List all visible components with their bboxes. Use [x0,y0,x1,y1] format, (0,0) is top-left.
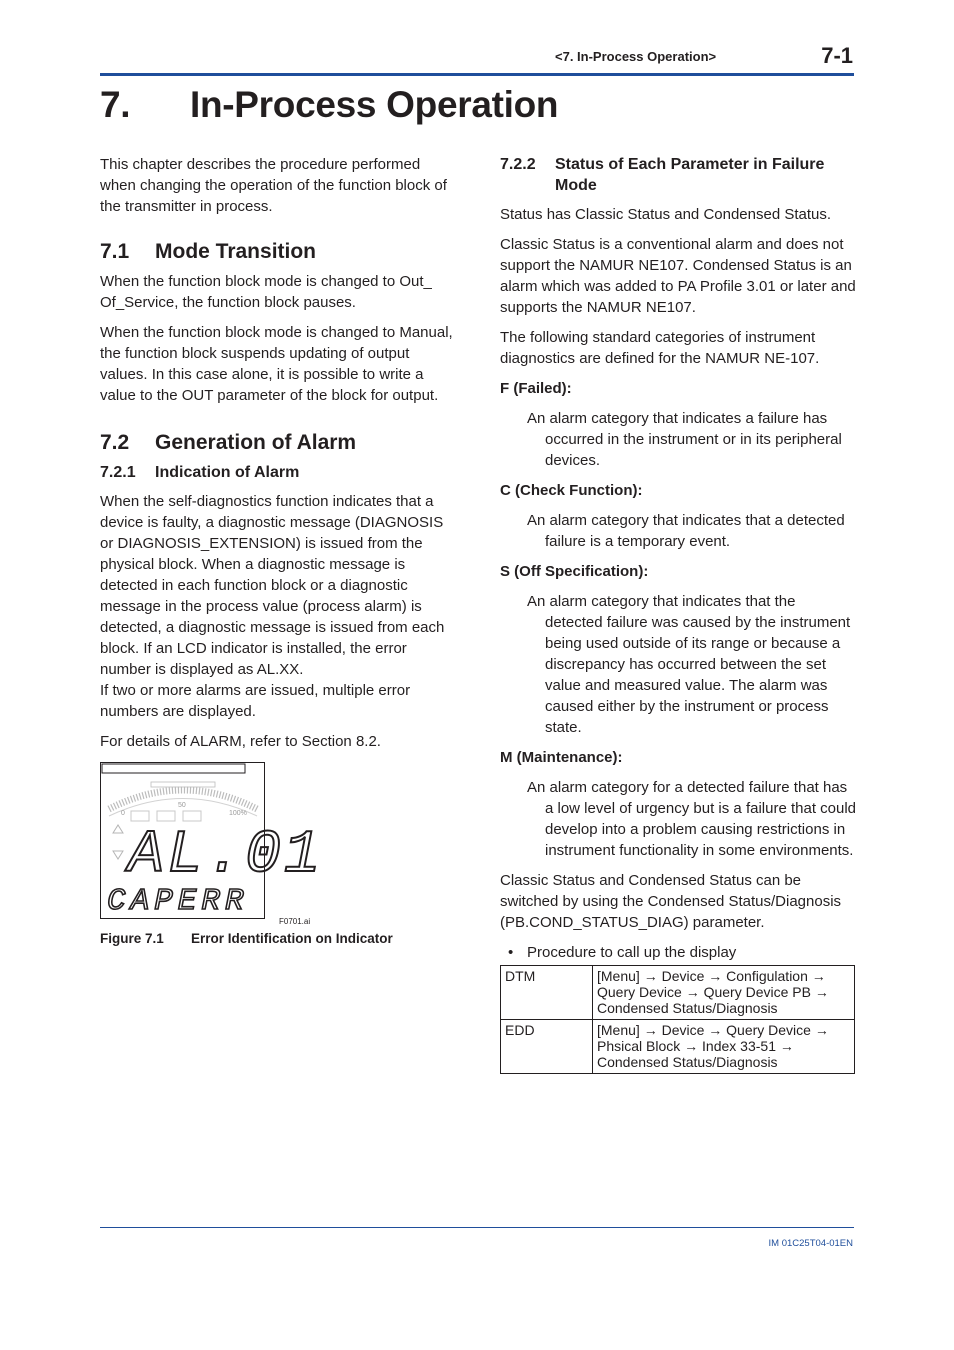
category-term-check-function: C (Check Function): [500,482,643,499]
category-definition-off-specification: An alarm category that indicates that the detected failure was caused by the instrument being used outside of its range or because a discrepancy has occurred between the set value and measured value. The alarm was caused either by the instrument or process state. [527,593,851,736]
category-definition-failed: An alarm category that indicates a failure has occurred in the instrument or in its peripheral devices. [527,410,842,469]
lcd-alarm-message: CAPERR [107,884,249,919]
table-cell-value: [Menu] → Device → Configulation → Query Device → Query Device PB → Condensed Status/Diagnosis [593,966,855,1020]
chapter-number: 7. [100,84,131,125]
category-definition-check-function: An alarm category that indicates that a detected failure is a temporary event. [527,512,845,550]
table-row [501,1020,855,1074]
status-paragraph-3: The following standard categories of instrument diagnostics are defined for the NAMUR NE-107. [500,329,820,367]
footer-rule [100,1227,854,1228]
figure-caption-text: Error Identification on Indicator [191,931,393,946]
subsection-title: Indication of Alarm [155,464,300,481]
procedure-table [500,965,855,1074]
section-number: 7.2 [100,431,130,454]
lcd-alarm-code: AL.01 [128,822,324,890]
figure-number: Figure 7.1 [100,931,164,946]
scale-label-100: 100% [229,810,247,817]
alarm-reference-paragraph: For details of ALARM, refer to Section 8.2. [100,733,381,750]
table-row [501,966,855,1020]
section-7-2-1-heading [100,462,456,483]
right-column [500,154,856,1074]
section-number: 7.1 [100,240,130,263]
figure-file-name: F0701.ai [279,917,311,926]
running-header: <7. In-Process Operation> [555,49,717,64]
header-rule [100,73,854,76]
status-paragraph-1: Status has Classic Status and Condensed Status. [500,206,832,223]
section-7-1-heading [100,239,456,265]
lcd-drawing [101,763,324,920]
left-column [100,154,456,949]
lcd-indicator-illustration [100,762,324,919]
category-term-maintenance: M (Maintenance): [500,749,623,766]
scale-label-50: 50 [178,802,186,809]
figure-caption [100,928,456,949]
table-cell-key: EDD [501,1020,593,1074]
table-cell-key: DTM [501,966,593,1020]
chapter-title [100,84,558,126]
alarm-indication-paragraph: When the self-diagnostics function indicates that a device is faulty, a diagnostic message (DIAGNOSIS or DIAGNOSIS_EXTENSION) is issued from the physical block. When a diagnostic message is detected in each function block or a diagnostic message in the process value (process alarm) is detected, a diagnostic message is issued from each block. If an LCD indicator is installed, the error number is displayed as AL.XX. [100,493,445,678]
subsection-title: Status of Each Parameter in Failure Mode [555,156,825,194]
subsection-number: 7.2.2 [500,156,536,173]
intro-paragraph: This chapter describes the procedure performed when changing the operation of the function block of the transmitter in process. [100,156,447,215]
status-paragraph-2: Classic Status is a conventional alarm and does not support the NAMUR NE107. Condensed Status is an alarm which was added to PA Profile 3.01 or later and supports the NAMUR NE107. [500,236,856,316]
document-id: IM 01C25T04-01EN [768,1238,853,1249]
mode-transition-paragraph-2: When the function block mode is changed to Manual, the function block suspends updating of output values. In this case alone, it is possible to write a value to the OUT parameter of the block for output. [100,324,453,404]
page-number: 7-1 [821,43,853,68]
subsection-number: 7.2.1 [100,464,136,481]
section-title: Mode Transition [155,240,317,263]
section-7-2-heading [100,430,456,456]
category-term-off-specification: S (Off Specification): [500,563,649,580]
figure-7-1 [100,762,456,926]
switch-status-paragraph: Classic Status and Condensed Status can be switched by using the Condensed Status/Diagnosis (PB.COND_STATUS_DIAG) parameter. [500,872,842,931]
procedure-bullet: • Procedure to call up the display [500,942,856,963]
table-cell-value: [Menu] → Device → Query Device → Phsical Block → Index 33-51 → Condensed Status/Diagnosis [593,1020,855,1074]
multiple-alarms-paragraph: If two or more alarms are issued, multiple error numbers are displayed. [100,682,411,720]
mode-transition-paragraph-1: When the function block mode is changed to Out_ Of_Service, the function block pauses. [100,273,432,311]
section-title: Generation of Alarm [155,431,357,454]
category-term-failed: F (Failed): [500,380,572,397]
section-7-2-2-heading [500,154,856,196]
chapter-title-text: In-Process Operation [190,84,559,125]
scale-label-0: 0 [121,810,125,817]
category-definition-maintenance: An alarm category for a detected failure that has a low level of urgency but is a failure that could develop into a problem causing restrictions in instrument functionality in some environments. [527,779,857,859]
